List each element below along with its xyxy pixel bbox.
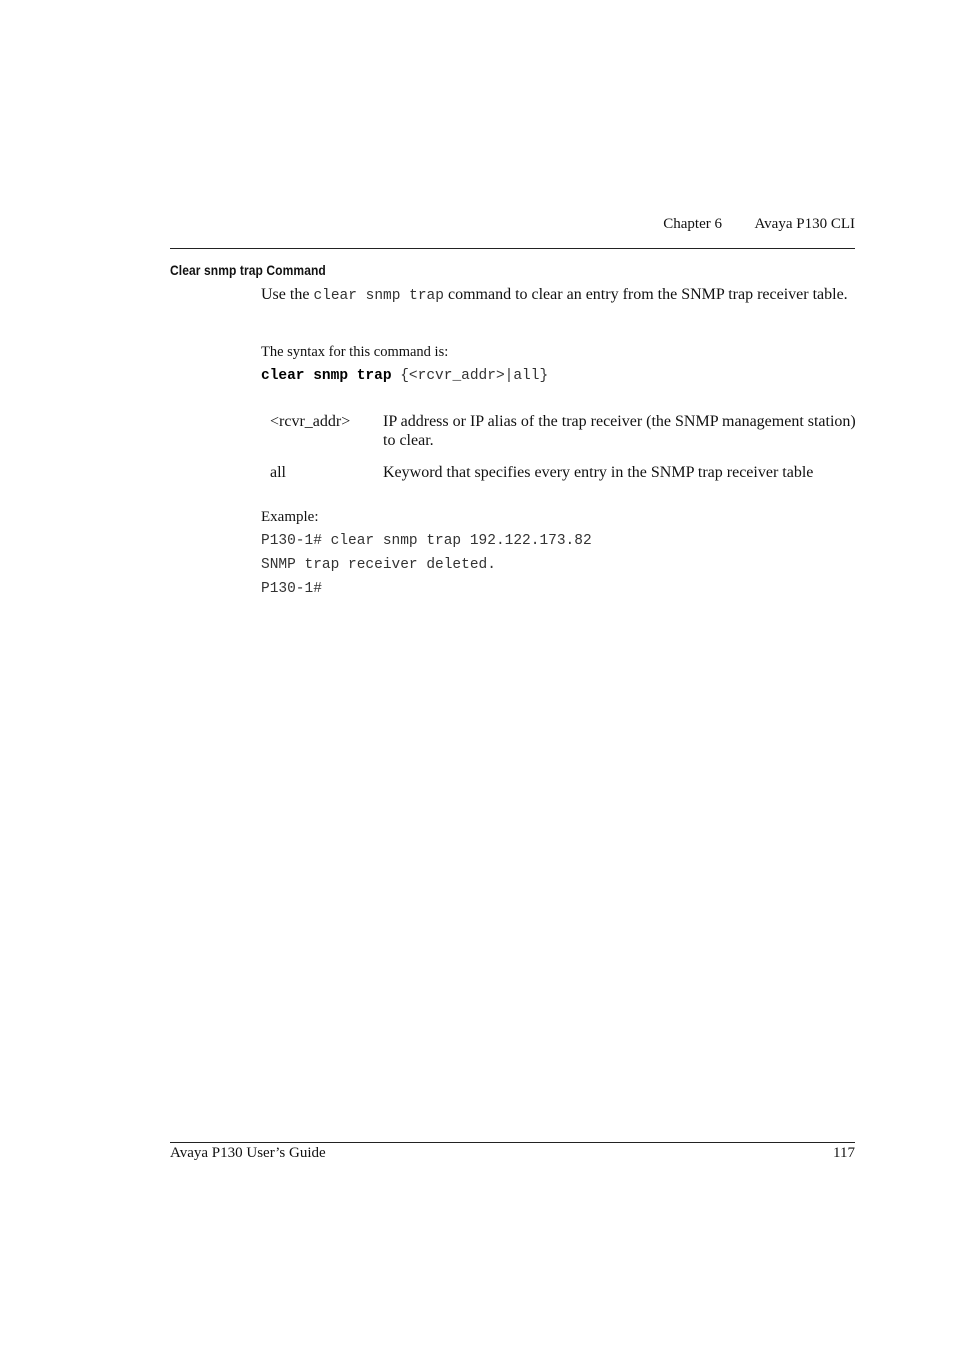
guide-title: Avaya P130 User’s Guide — [170, 1145, 326, 1161]
parameter-row — [270, 412, 870, 450]
syntax-label: The syntax for this command is: — [261, 344, 449, 360]
example-code-block — [261, 533, 592, 605]
page-number: 117 — [833, 1145, 855, 1161]
parameter-row — [270, 463, 870, 482]
parameter-description: IP address or IP alias of the trap receiver (the SNMP management station) to clear. — [383, 413, 856, 449]
syntax-command: clear snmp trap — [261, 368, 392, 384]
syntax-line — [261, 368, 548, 384]
parameter-name: <rcvr_addr> — [270, 413, 351, 430]
chapter-label: Chapter 6 — [663, 216, 722, 232]
syntax-arguments: {<rcvr_addr>|all} — [400, 368, 549, 384]
parameter-name: all — [270, 464, 286, 481]
parameter-table — [270, 412, 870, 482]
intro-paragraph — [261, 285, 851, 306]
section-heading: Clear snmp trap Command — [170, 262, 326, 278]
parameter-description: Keyword that specifies every entry in the SNMP trap receiver table — [383, 464, 814, 481]
example-line: P130-1# clear snmp trap 192.122.173.82 — [261, 533, 592, 549]
chapter-title: Avaya P130 CLI — [754, 216, 855, 232]
example-label: Example: — [261, 509, 319, 525]
example-line: SNMP trap receiver deleted. — [261, 557, 496, 573]
intro-suffix: command to clear an entry from the SNMP trap receiver table. — [447, 286, 848, 303]
intro-code: clear snmp trap — [313, 288, 444, 304]
example-line: P130-1# — [261, 581, 322, 597]
intro-prefix: Use the — [261, 286, 310, 303]
page-footer — [170, 1142, 855, 1167]
page-header — [170, 216, 855, 249]
